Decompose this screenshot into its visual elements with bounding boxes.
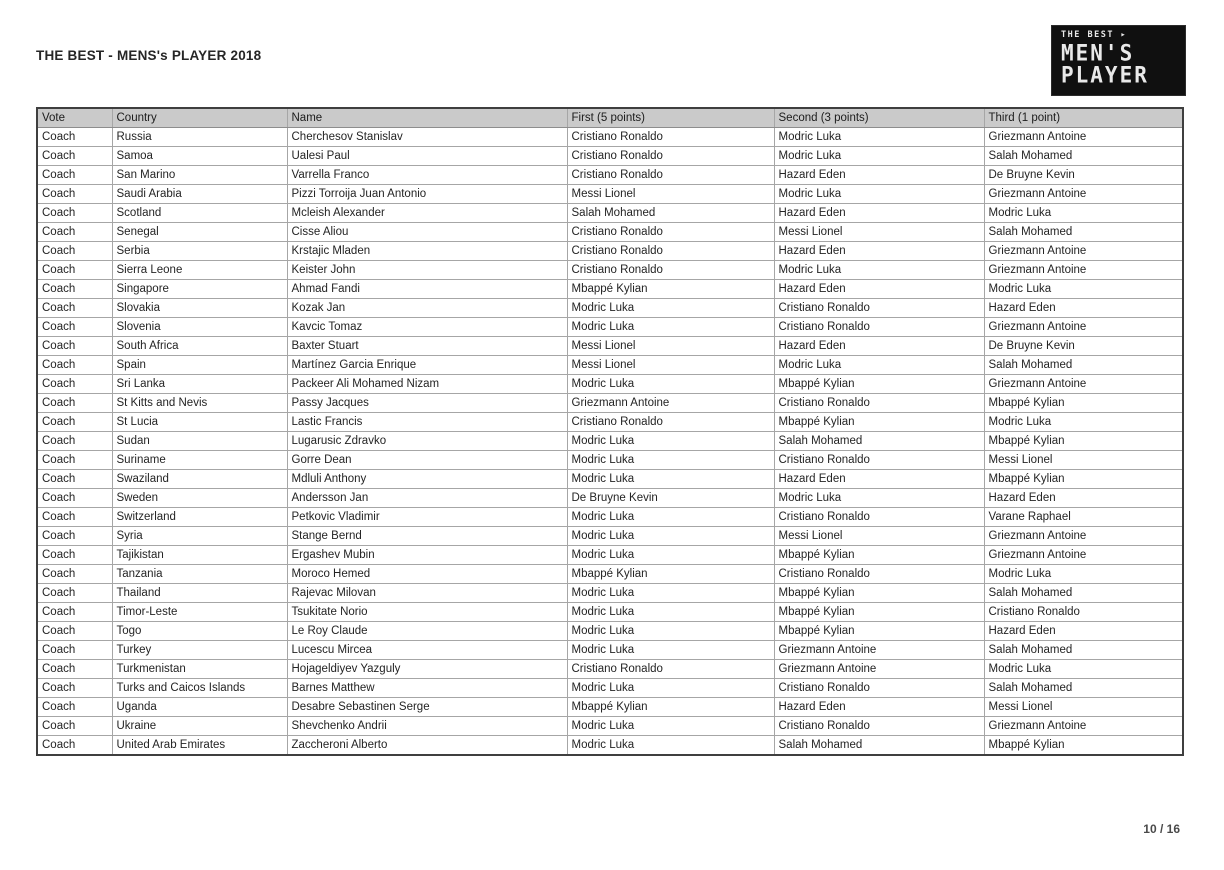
cell-name: Desabre Sebastinen Serge [287,698,567,717]
cell-first: Modric Luka [567,679,774,698]
table-row [37,242,1183,261]
table-row [37,565,1183,584]
cell-second: Mbappé Kylian [774,546,984,565]
cell-third: Salah Mohamed [984,584,1183,603]
cell-third: Modric Luka [984,413,1183,432]
cell-name: Andersson Jan [287,489,567,508]
table-header-row [37,108,1183,128]
cell-second: Hazard Eden [774,166,984,185]
cell-first: Cristiano Ronaldo [567,128,774,147]
cell-second: Modric Luka [774,147,984,166]
cell-name: Ergashev Mubin [287,546,567,565]
cell-name: Zaccheroni Alberto [287,736,567,756]
cell-vote: Coach [37,717,112,736]
page-number: 10 / 16 [1143,822,1180,836]
cell-second: Cristiano Ronaldo [774,679,984,698]
cell-second: Messi Lionel [774,223,984,242]
cell-country: Slovakia [112,299,287,318]
cell-country: Serbia [112,242,287,261]
cell-vote: Coach [37,470,112,489]
cell-third: Cristiano Ronaldo [984,603,1183,622]
cell-vote: Coach [37,280,112,299]
cell-second: Hazard Eden [774,204,984,223]
table-row [37,356,1183,375]
cell-name: Packeer Ali Mohamed Nizam [287,375,567,394]
cell-vote: Coach [37,432,112,451]
cell-country: Singapore [112,280,287,299]
cell-third: Salah Mohamed [984,223,1183,242]
cell-country: Slovenia [112,318,287,337]
cell-third: Modric Luka [984,660,1183,679]
cell-vote: Coach [37,242,112,261]
column-header-name: Name [287,108,567,128]
cell-second: Modric Luka [774,128,984,147]
cell-name: Pizzi Torroija Juan Antonio [287,185,567,204]
cell-country: Spain [112,356,287,375]
cell-second: Mbappé Kylian [774,603,984,622]
cell-third: Messi Lionel [984,451,1183,470]
cell-country: Sierra Leone [112,261,287,280]
cell-country: South Africa [112,337,287,356]
cell-second: Hazard Eden [774,337,984,356]
cell-name: Martínez Garcia Enrique [287,356,567,375]
cell-country: Tanzania [112,565,287,584]
cell-vote: Coach [37,546,112,565]
cell-first: Modric Luka [567,299,774,318]
cell-vote: Coach [37,603,112,622]
cell-first: Cristiano Ronaldo [567,413,774,432]
cell-name: Ahmad Fandi [287,280,567,299]
cell-name: Petkovic Vladimir [287,508,567,527]
cell-first: Modric Luka [567,375,774,394]
column-header-vote: Vote [37,108,112,128]
cell-country: Turks and Caicos Islands [112,679,287,698]
cell-name: Tsukitate Norio [287,603,567,622]
table-row [37,660,1183,679]
table-row [37,470,1183,489]
cell-first: Griezmann Antoine [567,394,774,413]
cell-name: Mdluli Anthony [287,470,567,489]
table-row [37,451,1183,470]
cell-second: Cristiano Ronaldo [774,299,984,318]
column-header-first: First (5 points) [567,108,774,128]
cell-vote: Coach [37,204,112,223]
cell-third: Salah Mohamed [984,147,1183,166]
table-row [37,603,1183,622]
logo-player-text: PLAYER [1061,61,1149,88]
cell-country: Suriname [112,451,287,470]
cell-country: Switzerland [112,508,287,527]
the-best-mens-player-logo [1051,25,1186,96]
cell-vote: Coach [37,641,112,660]
cell-country: Senegal [112,223,287,242]
cell-name: Baxter Stuart [287,337,567,356]
cell-second: Cristiano Ronaldo [774,717,984,736]
cell-country: Tajikistan [112,546,287,565]
cell-vote: Coach [37,584,112,603]
cell-vote: Coach [37,413,112,432]
cell-first: Cristiano Ronaldo [567,223,774,242]
cell-first: Cristiano Ronaldo [567,166,774,185]
cell-first: Mbappé Kylian [567,698,774,717]
cell-third: Griezmann Antoine [984,261,1183,280]
cell-second: Hazard Eden [774,698,984,717]
cell-third: Mbappé Kylian [984,432,1183,451]
cell-vote: Coach [37,166,112,185]
cell-first: Messi Lionel [567,337,774,356]
cell-name: Krstajic Mladen [287,242,567,261]
table-row [37,527,1183,546]
cell-second: Modric Luka [774,356,984,375]
cell-vote: Coach [37,185,112,204]
table-row [37,489,1183,508]
cell-vote: Coach [37,318,112,337]
cell-third: Griezmann Antoine [984,375,1183,394]
cell-first: Modric Luka [567,622,774,641]
cell-vote: Coach [37,394,112,413]
cell-country: Turkey [112,641,287,660]
table-row [37,432,1183,451]
table-row [37,508,1183,527]
cell-name: Varrella Franco [287,166,567,185]
cell-second: Griezmann Antoine [774,660,984,679]
cell-vote: Coach [37,565,112,584]
cell-name: Barnes Matthew [287,679,567,698]
cell-country: Sweden [112,489,287,508]
cell-name: Gorre Dean [287,451,567,470]
cell-third: Mbappé Kylian [984,736,1183,756]
cell-first: Modric Luka [567,546,774,565]
cell-name: Lastic Francis [287,413,567,432]
cell-second: Cristiano Ronaldo [774,394,984,413]
cell-first: Modric Luka [567,603,774,622]
table-row [37,546,1183,565]
results-table-body [37,128,1183,756]
cell-country: St Lucia [112,413,287,432]
cell-vote: Coach [37,527,112,546]
table-row [37,318,1183,337]
cell-name: Keister John [287,261,567,280]
cell-first: Cristiano Ronaldo [567,242,774,261]
table-row [37,204,1183,223]
cell-vote: Coach [37,489,112,508]
table-row [37,698,1183,717]
table-row [37,299,1183,318]
cell-second: Cristiano Ronaldo [774,451,984,470]
cell-third: Griezmann Antoine [984,318,1183,337]
cell-first: Modric Luka [567,736,774,756]
cell-name: Cherchesov Stanislav [287,128,567,147]
table-row [37,185,1183,204]
cell-first: De Bruyne Kevin [567,489,774,508]
table-row [37,128,1183,147]
cell-name: Cisse Aliou [287,223,567,242]
table-row [37,413,1183,432]
cell-first: Mbappé Kylian [567,565,774,584]
cell-first: Cristiano Ronaldo [567,261,774,280]
cell-first: Cristiano Ronaldo [567,147,774,166]
cell-third: Mbappé Kylian [984,394,1183,413]
cell-first: Modric Luka [567,432,774,451]
cell-name: Lugarusic Zdravko [287,432,567,451]
table-row [37,717,1183,736]
cell-third: Hazard Eden [984,299,1183,318]
column-header-second: Second (3 points) [774,108,984,128]
cell-third: Mbappé Kylian [984,470,1183,489]
cell-third: Hazard Eden [984,622,1183,641]
cell-second: Mbappé Kylian [774,375,984,394]
cell-first: Cristiano Ronaldo [567,660,774,679]
cell-vote: Coach [37,261,112,280]
cell-second: Hazard Eden [774,470,984,489]
logo-mens-text: MEN'S [1061,39,1135,66]
cell-country: St Kitts and Nevis [112,394,287,413]
cell-first: Messi Lionel [567,356,774,375]
page-title: THE BEST - MENS's PLAYER 2018 [36,48,262,63]
cell-country: Syria [112,527,287,546]
cell-country: Timor-Leste [112,603,287,622]
cell-second: Cristiano Ronaldo [774,318,984,337]
cell-first: Salah Mohamed [567,204,774,223]
cell-first: Modric Luka [567,508,774,527]
cell-country: Ukraine [112,717,287,736]
cell-first: Messi Lionel [567,185,774,204]
cell-first: Modric Luka [567,584,774,603]
cell-vote: Coach [37,147,112,166]
logo-top-line: THE BEST ▸ [1061,30,1128,40]
cell-first: Modric Luka [567,717,774,736]
table-row [37,622,1183,641]
cell-vote: Coach [37,356,112,375]
cell-name: Passy Jacques [287,394,567,413]
table-row [37,147,1183,166]
cell-vote: Coach [37,451,112,470]
cell-second: Hazard Eden [774,280,984,299]
cell-vote: Coach [37,337,112,356]
cell-second: Mbappé Kylian [774,413,984,432]
cell-second: Griezmann Antoine [774,641,984,660]
cell-name: Kozak Jan [287,299,567,318]
cell-third: Modric Luka [984,565,1183,584]
table-row [37,337,1183,356]
cell-country: Russia [112,128,287,147]
cell-name: Le Roy Claude [287,622,567,641]
cell-second: Modric Luka [774,261,984,280]
cell-second: Messi Lionel [774,527,984,546]
cell-first: Modric Luka [567,527,774,546]
cell-third: Salah Mohamed [984,356,1183,375]
cell-third: Griezmann Antoine [984,527,1183,546]
cell-country: Scotland [112,204,287,223]
cell-country: Samoa [112,147,287,166]
cell-country: Uganda [112,698,287,717]
cell-third: Griezmann Antoine [984,128,1183,147]
table-row [37,280,1183,299]
table-row [37,641,1183,660]
cell-third: De Bruyne Kevin [984,166,1183,185]
cell-third: Salah Mohamed [984,641,1183,660]
cell-name: Lucescu Mircea [287,641,567,660]
table-row [37,166,1183,185]
cell-vote: Coach [37,375,112,394]
cell-second: Hazard Eden [774,242,984,261]
cell-second: Mbappé Kylian [774,622,984,641]
cell-vote: Coach [37,508,112,527]
cell-name: Shevchenko Andrii [287,717,567,736]
cell-third: Messi Lionel [984,698,1183,717]
table-row [37,394,1183,413]
cell-name: Kavcic Tomaz [287,318,567,337]
cell-second: Modric Luka [774,185,984,204]
cell-second: Cristiano Ronaldo [774,508,984,527]
cell-second: Modric Luka [774,489,984,508]
table-header [37,108,1183,128]
cell-name: Hojageldiyev Yazguly [287,660,567,679]
cell-country: San Marino [112,166,287,185]
cell-second: Mbappé Kylian [774,584,984,603]
cell-first: Mbappé Kylian [567,280,774,299]
cell-third: Griezmann Antoine [984,242,1183,261]
cell-vote: Coach [37,223,112,242]
cell-third: Modric Luka [984,280,1183,299]
cell-third: Hazard Eden [984,489,1183,508]
cell-third: Griezmann Antoine [984,717,1183,736]
table-row [37,223,1183,242]
cell-country: Swaziland [112,470,287,489]
cell-second: Cristiano Ronaldo [774,565,984,584]
cell-name: Ualesi Paul [287,147,567,166]
table-row [37,375,1183,394]
table-row [37,736,1183,756]
cell-country: Saudi Arabia [112,185,287,204]
voting-results-table [36,107,1184,756]
cell-third: Modric Luka [984,204,1183,223]
table-row [37,584,1183,603]
cell-country: Togo [112,622,287,641]
cell-name: Rajevac Milovan [287,584,567,603]
cell-country: United Arab Emirates [112,736,287,756]
cell-third: Griezmann Antoine [984,546,1183,565]
cell-second: Salah Mohamed [774,736,984,756]
cell-vote: Coach [37,622,112,641]
cell-country: Sudan [112,432,287,451]
cell-vote: Coach [37,736,112,756]
cell-country: Turkmenistan [112,660,287,679]
table-row [37,261,1183,280]
cell-third: Salah Mohamed [984,679,1183,698]
cell-third: Griezmann Antoine [984,185,1183,204]
column-header-country: Country [112,108,287,128]
cell-name: Moroco Hemed [287,565,567,584]
cell-vote: Coach [37,679,112,698]
cell-first: Modric Luka [567,470,774,489]
cell-country: Sri Lanka [112,375,287,394]
cell-third: De Bruyne Kevin [984,337,1183,356]
cell-name: Stange Bernd [287,527,567,546]
cell-vote: Coach [37,128,112,147]
cell-vote: Coach [37,698,112,717]
table-row [37,679,1183,698]
cell-vote: Coach [37,299,112,318]
cell-third: Varane Raphael [984,508,1183,527]
cell-country: Thailand [112,584,287,603]
cell-first: Modric Luka [567,451,774,470]
cell-first: Modric Luka [567,318,774,337]
column-header-third: Third (1 point) [984,108,1183,128]
cell-second: Salah Mohamed [774,432,984,451]
cell-vote: Coach [37,660,112,679]
cell-name: Mcleish Alexander [287,204,567,223]
cell-first: Modric Luka [567,641,774,660]
